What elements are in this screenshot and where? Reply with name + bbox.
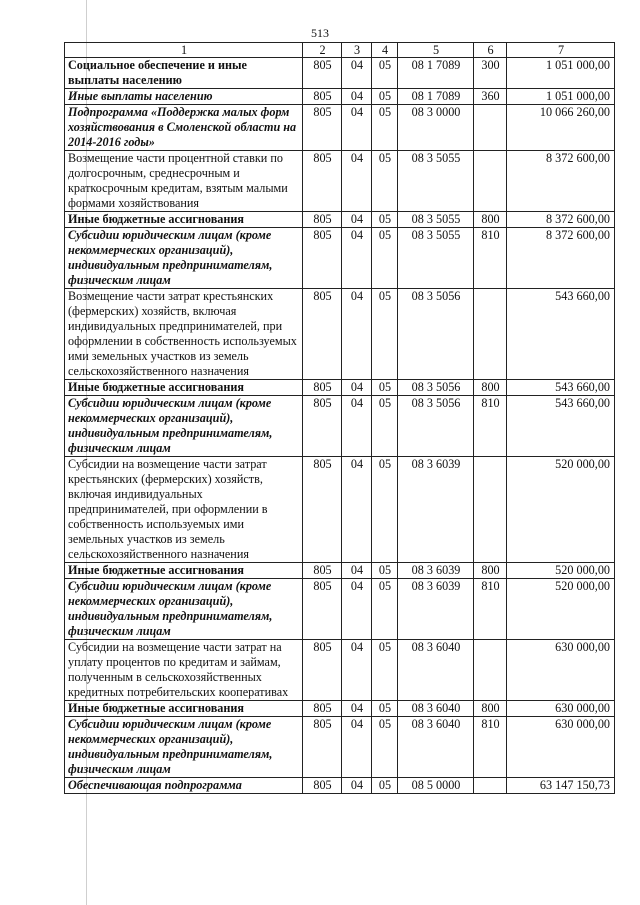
row-name-cell: Субсидии юридическим лицам (кроме некоммерческих организаций), индивидуальным предпринимателям, физическим лицам xyxy=(65,717,303,778)
target-article-cell: 08 3 5056 xyxy=(398,289,474,380)
section-code-cell: 04 xyxy=(342,778,372,794)
ministry-code-cell: 805 xyxy=(303,289,342,380)
row-name-cell: Подпрограмма «Поддержка малых форм хозяйствования в Смоленской области на 2014-2016 годы» xyxy=(65,105,303,151)
subsection-code-cell: 05 xyxy=(372,228,398,289)
ministry-code-cell: 805 xyxy=(303,380,342,396)
amount-cell: 543 660,00 xyxy=(507,396,615,457)
expense-type-cell: 800 xyxy=(474,380,507,396)
section-code-cell: 04 xyxy=(342,289,372,380)
subsection-code-cell: 05 xyxy=(372,58,398,89)
subsection-code-cell: 05 xyxy=(372,89,398,105)
header-cell-2: 2 xyxy=(303,43,342,58)
target-article-cell: 08 1 7089 xyxy=(398,58,474,89)
table-row xyxy=(65,89,615,105)
table-row xyxy=(65,212,615,228)
section-code-cell: 04 xyxy=(342,563,372,579)
expense-type-cell xyxy=(474,289,507,380)
section-code-cell: 04 xyxy=(342,457,372,563)
target-article-cell: 08 3 6040 xyxy=(398,640,474,701)
page-number: 513 xyxy=(311,26,329,40)
row-name-cell: Субсидии юридическим лицам (кроме некоммерческих организаций), индивидуальным предпринимателям, физическим лицам xyxy=(65,579,303,640)
amount-cell: 543 660,00 xyxy=(507,380,615,396)
subsection-code-cell: 05 xyxy=(372,380,398,396)
expense-type-cell xyxy=(474,457,507,563)
section-code-cell: 04 xyxy=(342,105,372,151)
expense-type-cell: 300 xyxy=(474,58,507,89)
expense-type-cell xyxy=(474,151,507,212)
target-article-cell: 08 3 6040 xyxy=(398,717,474,778)
table-row xyxy=(65,380,615,396)
section-code-cell: 04 xyxy=(342,701,372,717)
section-code-cell: 04 xyxy=(342,396,372,457)
subsection-code-cell: 05 xyxy=(372,579,398,640)
expense-type-cell: 810 xyxy=(474,228,507,289)
ministry-code-cell: 805 xyxy=(303,778,342,794)
table-row xyxy=(65,396,615,457)
row-name-cell: Возмещение части процентной ставки по долгосрочным, среднесрочным и краткосрочным кредитам, взятым малыми формами хозяйствования xyxy=(65,151,303,212)
amount-cell: 8 372 600,00 xyxy=(507,151,615,212)
target-article-cell: 08 1 7089 xyxy=(398,89,474,105)
expense-type-cell: 810 xyxy=(474,396,507,457)
table-row xyxy=(65,457,615,563)
section-code-cell: 04 xyxy=(342,640,372,701)
table-row xyxy=(65,717,615,778)
target-article-cell: 08 3 5055 xyxy=(398,212,474,228)
subsection-code-cell: 05 xyxy=(372,778,398,794)
section-code-cell: 04 xyxy=(342,58,372,89)
subsection-code-cell: 05 xyxy=(372,105,398,151)
expense-type-cell xyxy=(474,778,507,794)
table-row xyxy=(65,563,615,579)
target-article-cell: 08 3 5056 xyxy=(398,380,474,396)
amount-cell: 520 000,00 xyxy=(507,579,615,640)
subsection-code-cell: 05 xyxy=(372,717,398,778)
target-article-cell: 08 3 6040 xyxy=(398,701,474,717)
table-row xyxy=(65,228,615,289)
ministry-code-cell: 805 xyxy=(303,105,342,151)
target-article-cell: 08 3 5056 xyxy=(398,396,474,457)
row-name-cell: Иные выплаты населению xyxy=(65,89,303,105)
amount-cell: 630 000,00 xyxy=(507,701,615,717)
section-code-cell: 04 xyxy=(342,380,372,396)
header-cell-1: 1 xyxy=(65,43,303,58)
subsection-code-cell: 05 xyxy=(372,640,398,701)
section-code-cell: 04 xyxy=(342,717,372,778)
expense-type-cell: 810 xyxy=(474,717,507,778)
amount-cell: 520 000,00 xyxy=(507,563,615,579)
ministry-code-cell: 805 xyxy=(303,457,342,563)
amount-cell: 1 051 000,00 xyxy=(507,58,615,89)
target-article-cell: 08 3 5055 xyxy=(398,151,474,212)
target-article-cell: 08 3 0000 xyxy=(398,105,474,151)
subsection-code-cell: 05 xyxy=(372,151,398,212)
amount-cell: 8 372 600,00 xyxy=(507,228,615,289)
subsection-code-cell: 05 xyxy=(372,212,398,228)
table-row xyxy=(65,701,615,717)
ministry-code-cell: 805 xyxy=(303,228,342,289)
section-code-cell: 04 xyxy=(342,212,372,228)
amount-cell: 543 660,00 xyxy=(507,289,615,380)
table-row xyxy=(65,640,615,701)
section-code-cell: 04 xyxy=(342,579,372,640)
row-name-cell: Обеспечивающая подпрограмма xyxy=(65,778,303,794)
ministry-code-cell: 805 xyxy=(303,563,342,579)
ministry-code-cell: 805 xyxy=(303,58,342,89)
amount-cell: 630 000,00 xyxy=(507,717,615,778)
amount-cell: 8 372 600,00 xyxy=(507,212,615,228)
amount-cell: 63 147 150,73 xyxy=(507,778,615,794)
header-cell-7: 7 xyxy=(507,43,615,58)
subsection-code-cell: 05 xyxy=(372,396,398,457)
ministry-code-cell: 805 xyxy=(303,579,342,640)
row-name-cell: Иные бюджетные ассигнования xyxy=(65,212,303,228)
target-article-cell: 08 5 0000 xyxy=(398,778,474,794)
expense-type-cell: 800 xyxy=(474,701,507,717)
table-row xyxy=(65,58,615,89)
subsection-code-cell: 05 xyxy=(372,457,398,563)
expense-type-cell xyxy=(474,640,507,701)
expense-type-cell: 810 xyxy=(474,579,507,640)
amount-cell: 10 066 260,00 xyxy=(507,105,615,151)
row-name-cell: Субсидии юридическим лицам (кроме некоммерческих организаций), индивидуальным предпринимателям, физическим лицам xyxy=(65,228,303,289)
ministry-code-cell: 805 xyxy=(303,212,342,228)
expense-type-cell xyxy=(474,105,507,151)
ministry-code-cell: 805 xyxy=(303,89,342,105)
row-name-cell: Иные бюджетные ассигнования xyxy=(65,563,303,579)
amount-cell: 630 000,00 xyxy=(507,640,615,701)
ministry-code-cell: 805 xyxy=(303,151,342,212)
row-name-cell: Иные бюджетные ассигнования xyxy=(65,380,303,396)
header-cell-6: 6 xyxy=(474,43,507,58)
amount-cell: 520 000,00 xyxy=(507,457,615,563)
target-article-cell: 08 3 6039 xyxy=(398,457,474,563)
row-name-cell: Возмещение части затрат крестьянских (фермерских) хозяйств, включая индивидуальных предпринимателей, при оформлении в собственность используемых ими земельных участков из земель сельскохозяйственного назначения xyxy=(65,289,303,380)
expense-type-cell: 360 xyxy=(474,89,507,105)
target-article-cell: 08 3 5055 xyxy=(398,228,474,289)
target-article-cell: 08 3 6039 xyxy=(398,579,474,640)
row-name-cell: Субсидии юридическим лицам (кроме некоммерческих организаций), индивидуальным предпринимателям, физическим лицам xyxy=(65,396,303,457)
section-code-cell: 04 xyxy=(342,228,372,289)
budget-table xyxy=(64,42,615,794)
section-code-cell: 04 xyxy=(342,151,372,212)
table-row xyxy=(65,105,615,151)
header-cell-3: 3 xyxy=(342,43,372,58)
amount-cell: 1 051 000,00 xyxy=(507,89,615,105)
table-row xyxy=(65,151,615,212)
ministry-code-cell: 805 xyxy=(303,640,342,701)
subsection-code-cell: 05 xyxy=(372,289,398,380)
table-header-row xyxy=(65,43,615,58)
section-code-cell: 04 xyxy=(342,89,372,105)
expense-type-cell: 800 xyxy=(474,212,507,228)
target-article-cell: 08 3 6039 xyxy=(398,563,474,579)
header-cell-4: 4 xyxy=(372,43,398,58)
subsection-code-cell: 05 xyxy=(372,701,398,717)
row-name-cell: Субсидии на возмещение части затрат крестьянских (фермерских) хозяйств, включая индивидуальных предпринимателей, при оформлении в собственность используемых ими земельных участков из земель сельскохозяйственного назначения xyxy=(65,457,303,563)
row-name-cell: Иные бюджетные ассигнования xyxy=(65,701,303,717)
header-cell-5: 5 xyxy=(398,43,474,58)
table-row xyxy=(65,778,615,794)
ministry-code-cell: 805 xyxy=(303,717,342,778)
row-name-cell: Социальное обеспечение и иные выплаты населению xyxy=(65,58,303,89)
subsection-code-cell: 05 xyxy=(372,563,398,579)
row-name-cell: Субсидии на возмещение части затрат на уплату процентов по кредитам и займам, полученным в сельскохозяйственных кредитных потребительских кооперативах xyxy=(65,640,303,701)
table-row xyxy=(65,289,615,380)
ministry-code-cell: 805 xyxy=(303,396,342,457)
ministry-code-cell: 805 xyxy=(303,701,342,717)
expense-type-cell: 800 xyxy=(474,563,507,579)
table-row xyxy=(65,579,615,640)
